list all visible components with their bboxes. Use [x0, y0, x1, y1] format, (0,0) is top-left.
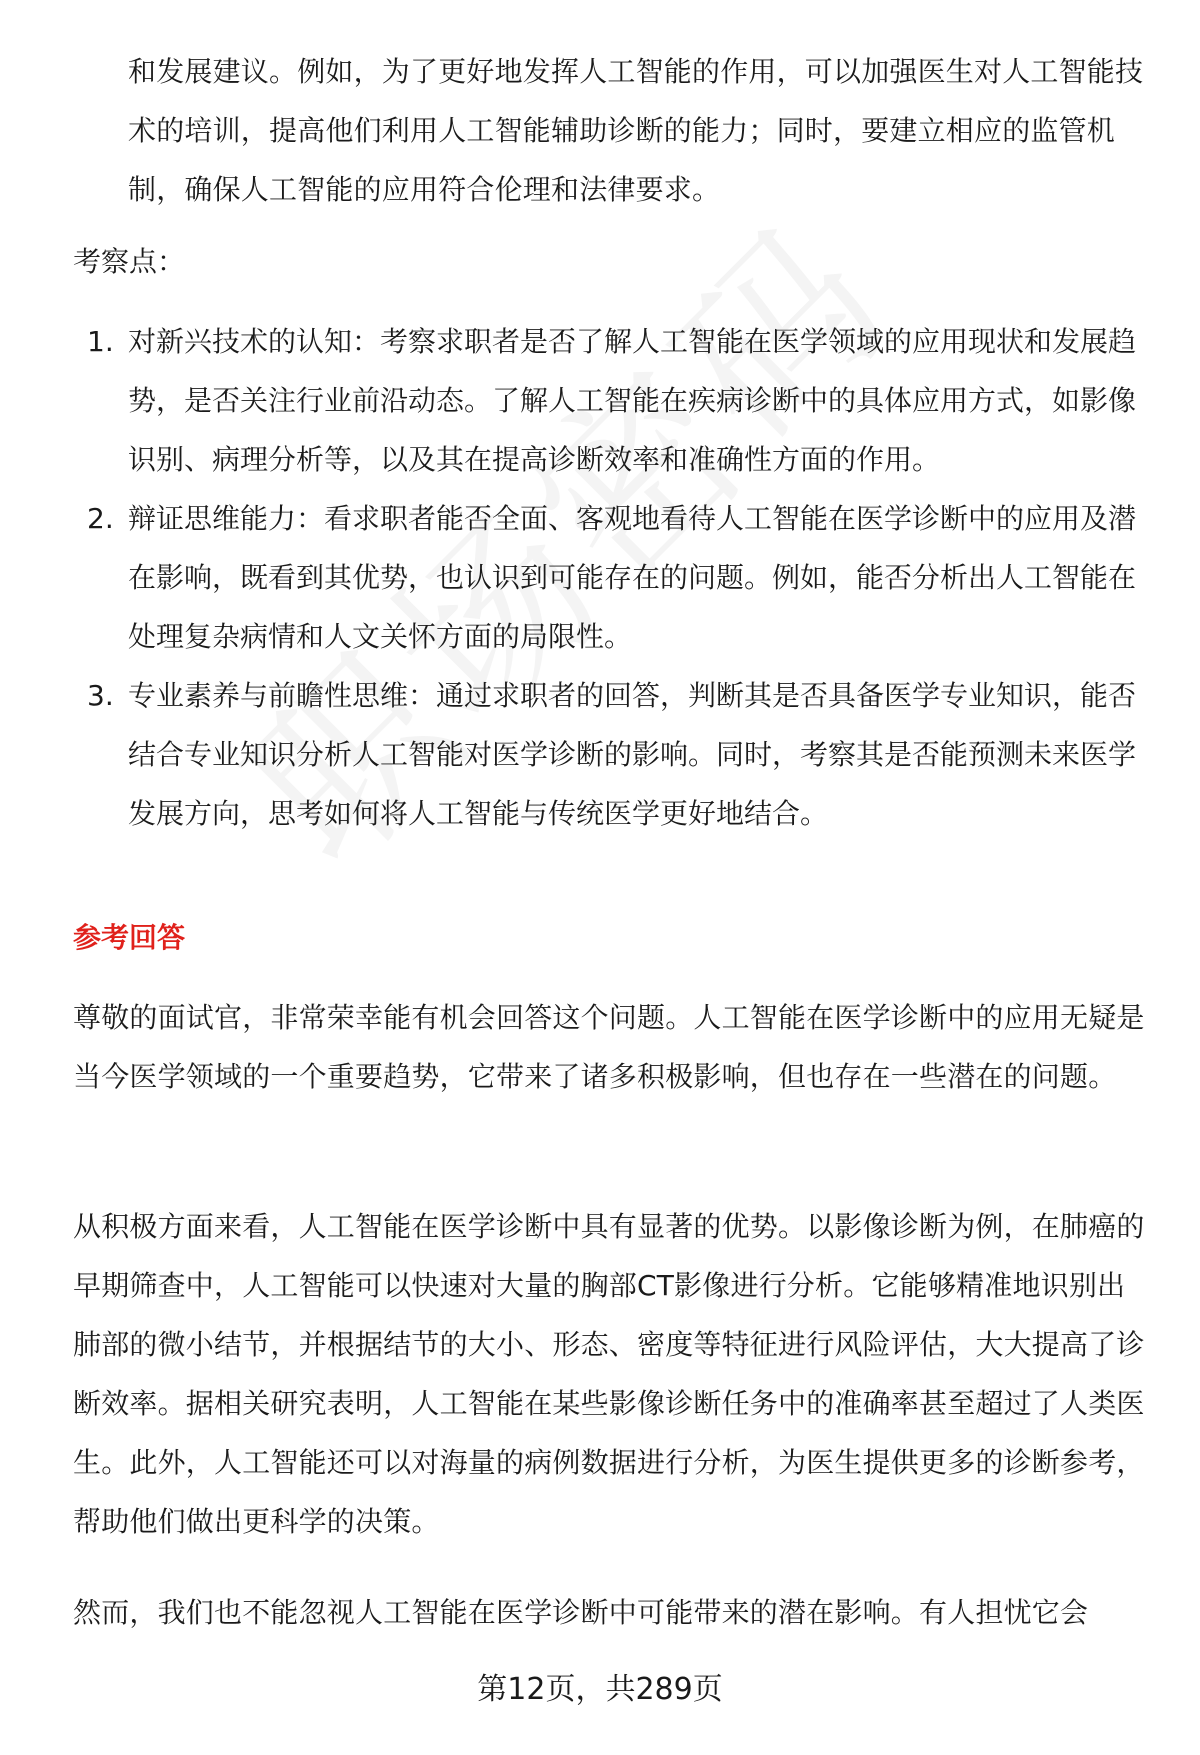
assessment-item-number: 2. [87, 502, 114, 535]
reference-paragraph: 然而，我们也不能忽视人工智能在医学诊断中可能带来的潜在影响。有人担忧它会 [73, 1596, 1089, 1629]
reference-answer-heading: 参考回答 [73, 921, 186, 954]
assessment-heading: 考察点： [73, 245, 186, 278]
assessment-item-text: 专业素养与前瞻性思维：通过求职者的回答，判断其是否具备医学专业知识，能否结合专业知识分析人工智能对医学诊断的影响。同时，考察其是否能预测未来医学发展方向，思考如何将人工智能与传统医学更好地结合。 [128, 679, 1137, 830]
page-number-footer: 第12页，共289页 [477, 1672, 723, 1707]
reference-paragraph: 尊敬的面试官，非常荣幸能有机会回答这个问题。人工智能在医学诊断中的应用无疑是当今医学领域的一个重要趋势，它带来了诸多积极影响，但也存在一些潜在的问题。 [73, 1001, 1145, 1093]
assessment-item [73, 489, 1153, 666]
assessment-item [73, 312, 1153, 489]
assessment-item-number: 1. [87, 325, 114, 358]
intro-continuation-paragraph: 和发展建议。例如，为了更好地发挥人工智能的作用，可以加强医生对人工智能技术的培训，提高他们利用人工智能辅助诊断的能力；同时，要建立相应的监管机制，确保人工智能的应用符合伦理和法律要求。 [128, 55, 1144, 206]
assessment-item-text: 辩证思维能力：看求职者能否全面、客观地看待人工智能在医学诊断中的应用及潜在影响，既看到其优势，也认识到可能存在的问题。例如，能否分析出人工智能在处理复杂病情和人文关怀方面的局限性。 [128, 502, 1137, 653]
reference-paragraph: 从积极方面来看，人工智能在医学诊断中具有显著的优势。以影像诊断为例，在肺癌的早期筛查中，人工智能可以快速对大量的胸部CT影像进行分析。它能够精准地识别出肺部的微小结节，并根据结节的大小、形态、密度等特征进行风险评估，大大提高了诊断效率。据相关研究表明，人工智能在某些影像诊断任务中的准确率甚至超过了人类医生。此外，人工智能还可以对海量的病例数据进行分析，为医生提供更多的诊断参考，帮助他们做出更科学的决策。 [73, 1210, 1145, 1538]
assessment-item-text: 对新兴技术的认知：考察求职者是否了解人工智能在医学领域的应用现状和发展趋势，是否关注行业前沿动态。了解人工智能在疾病诊断中的具体应用方式，如影像识别、病理分析等，以及其在提高诊断效率和准确性方面的作用。 [128, 325, 1137, 476]
assessment-item [73, 666, 1153, 843]
assessment-item-number: 3. [87, 679, 114, 712]
assessment-list [73, 312, 1153, 843]
